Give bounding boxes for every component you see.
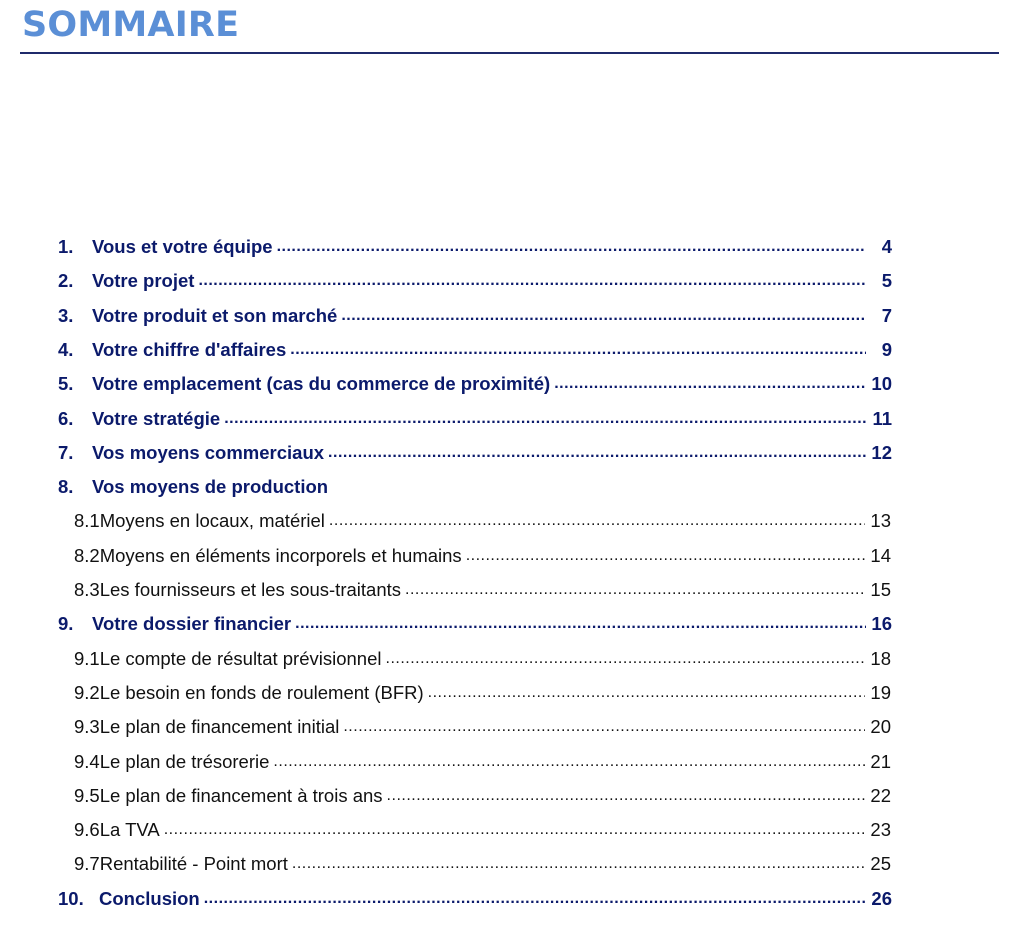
toc-entry[interactable] [58,607,892,641]
title-underline [20,52,999,54]
toc-subentry[interactable] [74,504,891,538]
toc-entry[interactable] [58,882,892,916]
toc-subentry[interactable] [74,642,891,676]
toc-page-number: 5 [881,270,892,292]
toc-leader-dots [386,648,866,670]
toc-subentry[interactable] [74,779,891,813]
toc-label: Le plan de trésorerie [99,750,270,772]
toc-page-number: 25 [870,853,891,875]
toc-number: 9.4 [74,750,100,772]
toc-number: 2. [58,270,74,292]
toc-label: Les fournisseurs et les sous-traitants [99,579,401,600]
toc-leader-dots [198,270,866,292]
toc-label: Conclusion [99,887,200,909]
toc-number: 7. [58,441,74,463]
toc-number: 8.1 [74,510,100,532]
toc-label: Le besoin en fonds de roulement (BFR) [99,681,424,703]
toc-number: 9. [58,613,74,635]
toc-page-number: 22 [870,784,891,806]
page-title: SOMMAIRE [22,5,240,45]
toc-number: 3. [58,304,74,326]
toc-leader-dots [277,236,866,258]
toc-page-number: 18 [870,647,891,669]
toc-page-number: 4 [881,236,892,257]
toc-entry[interactable] [58,333,892,367]
toc-leader-dots [273,751,865,773]
toc-label: Vos moyens commerciaux [92,441,325,463]
toc-page-number: 9 [881,338,892,360]
toc-page-number: 21 [870,750,891,772]
toc-entry[interactable] [58,402,892,436]
toc-number: 9.2 [74,681,100,703]
toc-page-number: 14 [870,544,891,566]
toc-leader-dots [329,510,865,532]
toc-label: Rentabilité - Point mort [99,853,288,875]
toc-number: 5. [58,373,74,395]
toc-leader-dots [405,579,865,601]
toc-leader-dots [341,305,866,327]
toc-subentry[interactable] [74,710,891,744]
toc-page-number: 23 [870,819,891,841]
toc-label: Votre stratégie [92,407,221,429]
toc-leader-dots [328,442,866,464]
toc-label: Votre chiffre d'affaires [92,338,287,360]
toc-entry[interactable] [58,230,892,264]
toc-number: 9.7 [74,853,100,875]
toc-subentry[interactable] [74,813,891,847]
toc-page-number: 7 [881,304,892,326]
toc-entry[interactable] [58,367,892,401]
toc-number: 9.6 [74,819,100,841]
toc-leader-dots [466,545,865,567]
toc-label: La TVA [99,819,160,841]
toc-label: Vous et votre équipe [92,236,273,257]
toc-label: Votre projet [92,270,195,292]
toc-page-number: 15 [870,579,891,600]
toc-number: 10. [58,887,84,909]
toc-page-number: 13 [870,510,891,532]
toc-subentry[interactable] [74,573,891,607]
toc-number: 1. [58,236,74,257]
toc-subentry[interactable] [74,676,891,710]
toc-leader-dots [554,373,866,395]
toc-page-number: 10 [871,373,892,395]
toc-label: Moyens en éléments incorporels et humains [99,544,462,566]
toc-page-number: 11 [872,407,892,429]
toc-leader-dots [295,613,866,635]
toc-page-number: 19 [870,681,891,703]
toc-leader-dots [343,716,865,738]
toc-subentry[interactable] [74,745,891,779]
toc-leader-dots [292,853,865,875]
toc-label: Votre emplacement (cas du commerce de proximité) [92,373,551,395]
toc-label: Le plan de financement à trois ans [99,784,383,806]
toc-label: Vos moyens de production [92,476,329,498]
toc-number: 8. [58,476,74,498]
toc-number: 8.3 [74,579,100,600]
toc-page-number: 16 [871,613,892,635]
toc-label: Votre produit et son marché [92,304,338,326]
toc-page-number: 12 [871,441,892,463]
toc-number: 9.3 [74,716,100,738]
toc-page-number: 26 [871,887,892,909]
toc-page-number: 20 [870,716,891,738]
toc-entry[interactable] [58,470,892,504]
toc-number: 9.5 [74,784,100,806]
toc-leader-dots [428,682,865,704]
toc-subentry[interactable] [74,847,891,881]
toc-label: Moyens en locaux, matériel [99,510,325,532]
toc-number: 4. [58,338,74,360]
toc-subentry[interactable] [74,539,891,573]
toc-entry[interactable] [58,264,892,298]
toc-entry[interactable] [58,299,892,333]
toc-entry[interactable] [58,436,892,470]
toc-number: 8.2 [74,544,100,566]
toc-leader-dots [164,819,865,841]
toc-leader-dots [224,408,866,430]
toc-number: 6. [58,407,74,429]
toc-label: Le compte de résultat prévisionnel [99,647,382,669]
toc-leader-dots [387,785,865,807]
toc-number: 9.1 [74,647,100,669]
toc-label: Votre dossier financier [92,613,292,635]
toc-label: Le plan de financement initial [99,716,340,738]
toc-leader-dots [204,888,866,910]
toc-leader-dots [290,339,866,361]
